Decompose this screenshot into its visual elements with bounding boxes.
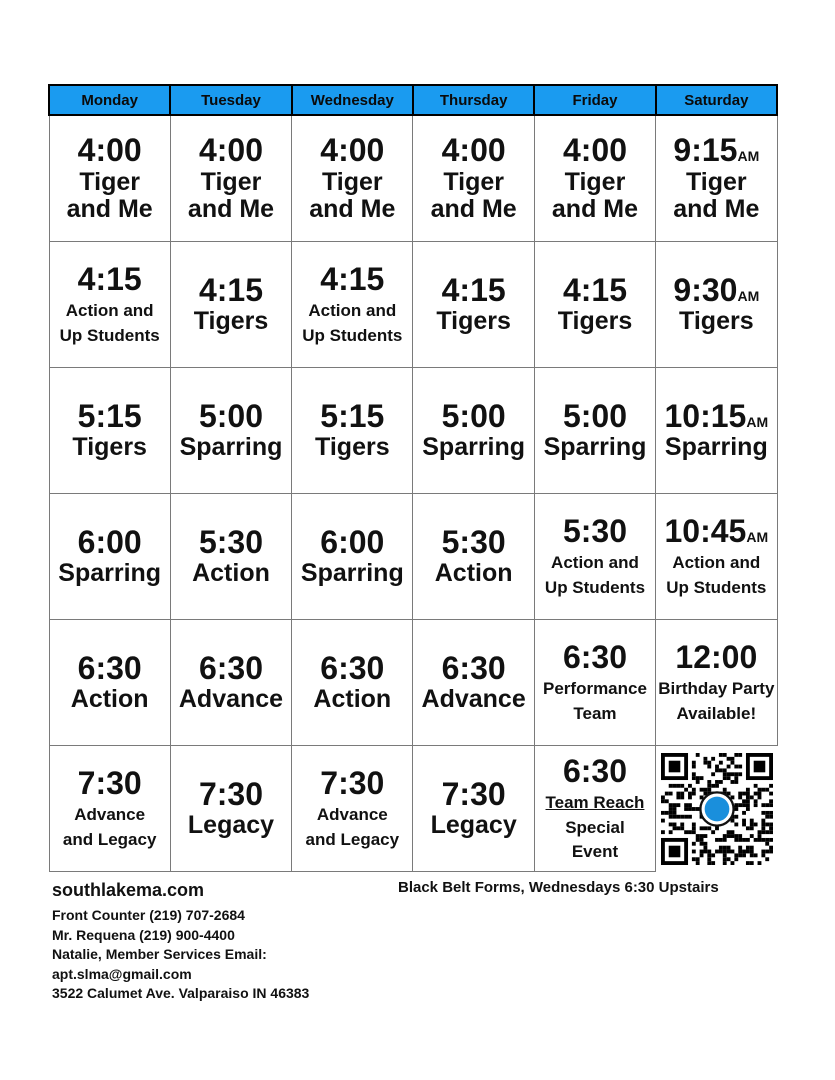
- time-value: 6:30: [198, 650, 264, 687]
- day-header-monday: Monday: [49, 85, 170, 115]
- schedule-row: [49, 494, 777, 620]
- class-slot: [170, 115, 291, 242]
- time-value: 4:00: [320, 132, 385, 169]
- class-slot: [534, 746, 655, 872]
- class-name-line: Performance: [543, 679, 647, 699]
- black-belt-note: Black Belt Forms, Wednesdays 6:30 Upstairs: [398, 879, 719, 896]
- class-slot: [170, 242, 291, 368]
- class-slot: [534, 115, 655, 242]
- class-name-line: and Me: [551, 195, 639, 224]
- class-slot: [656, 115, 777, 242]
- time-value: 6:30: [562, 752, 627, 789]
- day-header-friday: Friday: [534, 85, 655, 115]
- class-name-line: Sparring: [664, 433, 768, 462]
- class-time: [294, 525, 410, 560]
- class-name-line: Action: [192, 559, 270, 588]
- class-slot: [413, 620, 534, 746]
- class-slot: [656, 620, 777, 746]
- class-name-line: Action and: [308, 301, 397, 321]
- time-value: 4:15: [77, 261, 142, 298]
- class-time: [658, 133, 774, 168]
- class-slot: [292, 368, 413, 494]
- class-time: [537, 640, 653, 675]
- class-name-line: and Legacy: [62, 830, 157, 850]
- class-time: [537, 273, 653, 308]
- front-counter-phone: Front Counter (219) 707-2684: [52, 907, 245, 923]
- class-name-line: Team: [573, 704, 617, 724]
- class-time: [294, 262, 410, 297]
- time-value: 5:30: [198, 524, 264, 561]
- class-name-line: Legacy: [187, 811, 275, 840]
- schedule-row: [49, 242, 777, 368]
- class-name-line: Action and: [672, 553, 761, 573]
- time-value: 9:30: [673, 272, 738, 309]
- schedule-row: [49, 115, 777, 242]
- time-value: 12:00: [675, 639, 758, 676]
- schedule-body: [49, 115, 777, 872]
- requena-phone: Mr. Requena (219) 900-4400: [52, 926, 235, 943]
- class-time: [415, 399, 531, 434]
- am-pm-marker: AM: [737, 288, 760, 305]
- class-name-line: Tigers: [679, 307, 754, 336]
- am-pm-marker: AM: [737, 148, 760, 165]
- class-time: [173, 777, 289, 812]
- class-name-line: Event: [571, 842, 619, 862]
- class-slot: [49, 494, 170, 620]
- class-name-line: Action: [313, 685, 392, 714]
- class-name-line: and Me: [309, 195, 396, 224]
- class-time: [294, 766, 410, 801]
- time-value: 5:15: [320, 398, 385, 435]
- time-value: 4:15: [441, 272, 506, 309]
- class-name-line: Birthday Party: [658, 679, 775, 699]
- class-slot: [49, 115, 170, 242]
- class-name-line: Advance: [421, 685, 526, 714]
- day-header-thursday: Thursday: [413, 85, 534, 115]
- class-name-line[interactable]: Team Reach: [545, 792, 645, 812]
- am-pm-marker: AM: [746, 529, 769, 546]
- class-name-line: Tiger: [564, 167, 626, 196]
- class-slot: [49, 368, 170, 494]
- time-value: 10:45: [664, 513, 747, 550]
- class-name-line: Tiger: [79, 167, 140, 196]
- time-value: 4:00: [562, 132, 627, 169]
- class-time: [537, 754, 653, 789]
- class-name-line: Sparring: [58, 559, 162, 588]
- class-time: [294, 133, 410, 168]
- class-time: [537, 133, 653, 168]
- class-name-line: and Legacy: [305, 830, 400, 850]
- class-name-line: Tigers: [72, 433, 147, 462]
- qr-code-icon: [661, 753, 773, 865]
- class-name-line: Up Students: [544, 578, 646, 598]
- time-value: 5:15: [77, 398, 142, 435]
- schedule-row: [49, 620, 777, 746]
- qr-code-cell: [656, 746, 777, 872]
- class-name-line: Tiger: [443, 167, 504, 196]
- class-slot: [413, 368, 534, 494]
- time-value: 6:30: [441, 650, 506, 687]
- class-name-line: Tiger: [200, 167, 262, 196]
- time-value: 5:30: [441, 524, 506, 561]
- class-slot: [656, 368, 777, 494]
- class-slot: [170, 746, 291, 872]
- website-link[interactable]: southlakema.com: [52, 880, 205, 900]
- class-name-line: Sparring: [543, 433, 647, 462]
- class-slot: [413, 746, 534, 872]
- time-value: 4:15: [562, 272, 627, 309]
- class-name-line: Tigers: [436, 307, 511, 336]
- class-time: [173, 133, 289, 168]
- class-name-line: Sparring: [179, 433, 283, 462]
- class-time: [52, 766, 168, 801]
- class-time: [294, 399, 410, 434]
- class-time: [52, 525, 168, 560]
- class-name-line: and Me: [187, 195, 275, 224]
- day-header-wednesday: Wednesday: [292, 85, 413, 115]
- class-name-line: Action: [70, 685, 149, 714]
- class-name-line: Advance: [74, 805, 146, 825]
- class-slot: [170, 620, 291, 746]
- time-value: 7:30: [77, 765, 142, 802]
- class-name-line: Available!: [676, 704, 757, 724]
- class-time: [415, 651, 531, 686]
- class-time: [173, 273, 289, 308]
- schedule-row: [49, 368, 777, 494]
- class-name-line: Tiger: [321, 167, 383, 196]
- class-name-line: Action and: [65, 301, 154, 321]
- time-value: 4:00: [77, 132, 142, 169]
- class-name-line: Advance: [178, 685, 284, 714]
- class-time: [52, 262, 168, 297]
- address: 3522 Calumet Ave. Valparaiso IN 46383: [52, 985, 310, 1001]
- class-slot: [656, 494, 777, 620]
- weekday-header-row: [49, 85, 777, 115]
- class-name-line: Advance: [316, 805, 388, 825]
- time-value: 6:30: [77, 650, 142, 687]
- class-slot: [292, 620, 413, 746]
- class-slot: [534, 620, 655, 746]
- class-time: [415, 273, 531, 308]
- class-name-line: and Me: [66, 195, 153, 224]
- class-time: [658, 640, 774, 675]
- class-slot: [292, 115, 413, 242]
- class-time: [173, 525, 289, 560]
- class-time: [173, 399, 289, 434]
- class-slot: [534, 494, 655, 620]
- class-name-line: Sparring: [422, 433, 526, 462]
- member-services-label: Natalie, Member Services Email:: [52, 946, 267, 962]
- member-services-email[interactable]: apt.slma@gmail.com: [52, 965, 192, 982]
- class-time: [537, 399, 653, 434]
- class-time: [537, 514, 653, 549]
- class-time: [52, 133, 168, 168]
- class-schedule-table: [48, 84, 778, 872]
- class-time: [415, 133, 531, 168]
- class-slot: [413, 494, 534, 620]
- time-value: 5:30: [562, 513, 627, 550]
- time-value: 7:30: [441, 776, 506, 813]
- time-value: 5:00: [198, 398, 264, 435]
- time-value: 4:15: [320, 261, 385, 298]
- class-slot: [49, 620, 170, 746]
- class-name-line: Special: [565, 817, 625, 837]
- class-time: [658, 514, 774, 549]
- class-name-line: Up Students: [59, 326, 160, 346]
- time-value: 4:15: [198, 272, 264, 309]
- time-value: 6:30: [320, 650, 385, 687]
- class-name-line: Tiger: [685, 167, 747, 196]
- class-time: [52, 651, 168, 686]
- class-time: [415, 777, 531, 812]
- class-time: [415, 525, 531, 560]
- time-value: 9:15: [673, 132, 738, 169]
- time-value: 6:00: [320, 524, 385, 561]
- time-value: 6:30: [562, 639, 627, 676]
- class-slot: [292, 494, 413, 620]
- class-slot: [656, 242, 777, 368]
- day-header-tuesday: Tuesday: [170, 85, 291, 115]
- class-name-line: Sparring: [300, 559, 404, 588]
- class-name-line: Up Students: [666, 578, 767, 598]
- class-name-line: and Me: [673, 195, 760, 224]
- class-slot: [413, 115, 534, 242]
- class-name-line: Tigers: [193, 307, 269, 336]
- class-name-line: Legacy: [430, 811, 517, 840]
- class-slot: [534, 242, 655, 368]
- class-time: [294, 651, 410, 686]
- class-slot: [534, 368, 655, 494]
- am-pm-marker: AM: [746, 414, 769, 431]
- time-value: 5:00: [441, 398, 506, 435]
- day-header-saturday: Saturday: [656, 85, 777, 115]
- class-time: [658, 399, 774, 434]
- time-value: 7:30: [320, 765, 385, 802]
- class-name-line: Up Students: [302, 326, 403, 346]
- class-slot: [170, 368, 291, 494]
- class-name-line: Action and: [551, 553, 639, 573]
- schedule-row: [49, 746, 777, 872]
- class-time: [658, 273, 774, 308]
- time-value: 10:15: [664, 398, 747, 435]
- time-value: 4:00: [198, 132, 264, 169]
- time-value: 4:00: [441, 132, 506, 169]
- class-slot: [170, 494, 291, 620]
- class-time: [173, 651, 289, 686]
- class-slot: [292, 746, 413, 872]
- time-value: 7:30: [198, 776, 264, 813]
- class-slot: [292, 242, 413, 368]
- time-value: 6:00: [77, 524, 142, 561]
- class-name-line: Tigers: [315, 433, 390, 462]
- contact-info: [52, 880, 309, 1004]
- class-slot: [49, 746, 170, 872]
- class-name-line: and Me: [430, 195, 517, 224]
- class-name-line: Action: [434, 559, 513, 588]
- class-time: [52, 399, 168, 434]
- class-name-line: Tigers: [557, 307, 633, 336]
- class-slot: [49, 242, 170, 368]
- time-value: 5:00: [562, 398, 627, 435]
- class-slot: [413, 242, 534, 368]
